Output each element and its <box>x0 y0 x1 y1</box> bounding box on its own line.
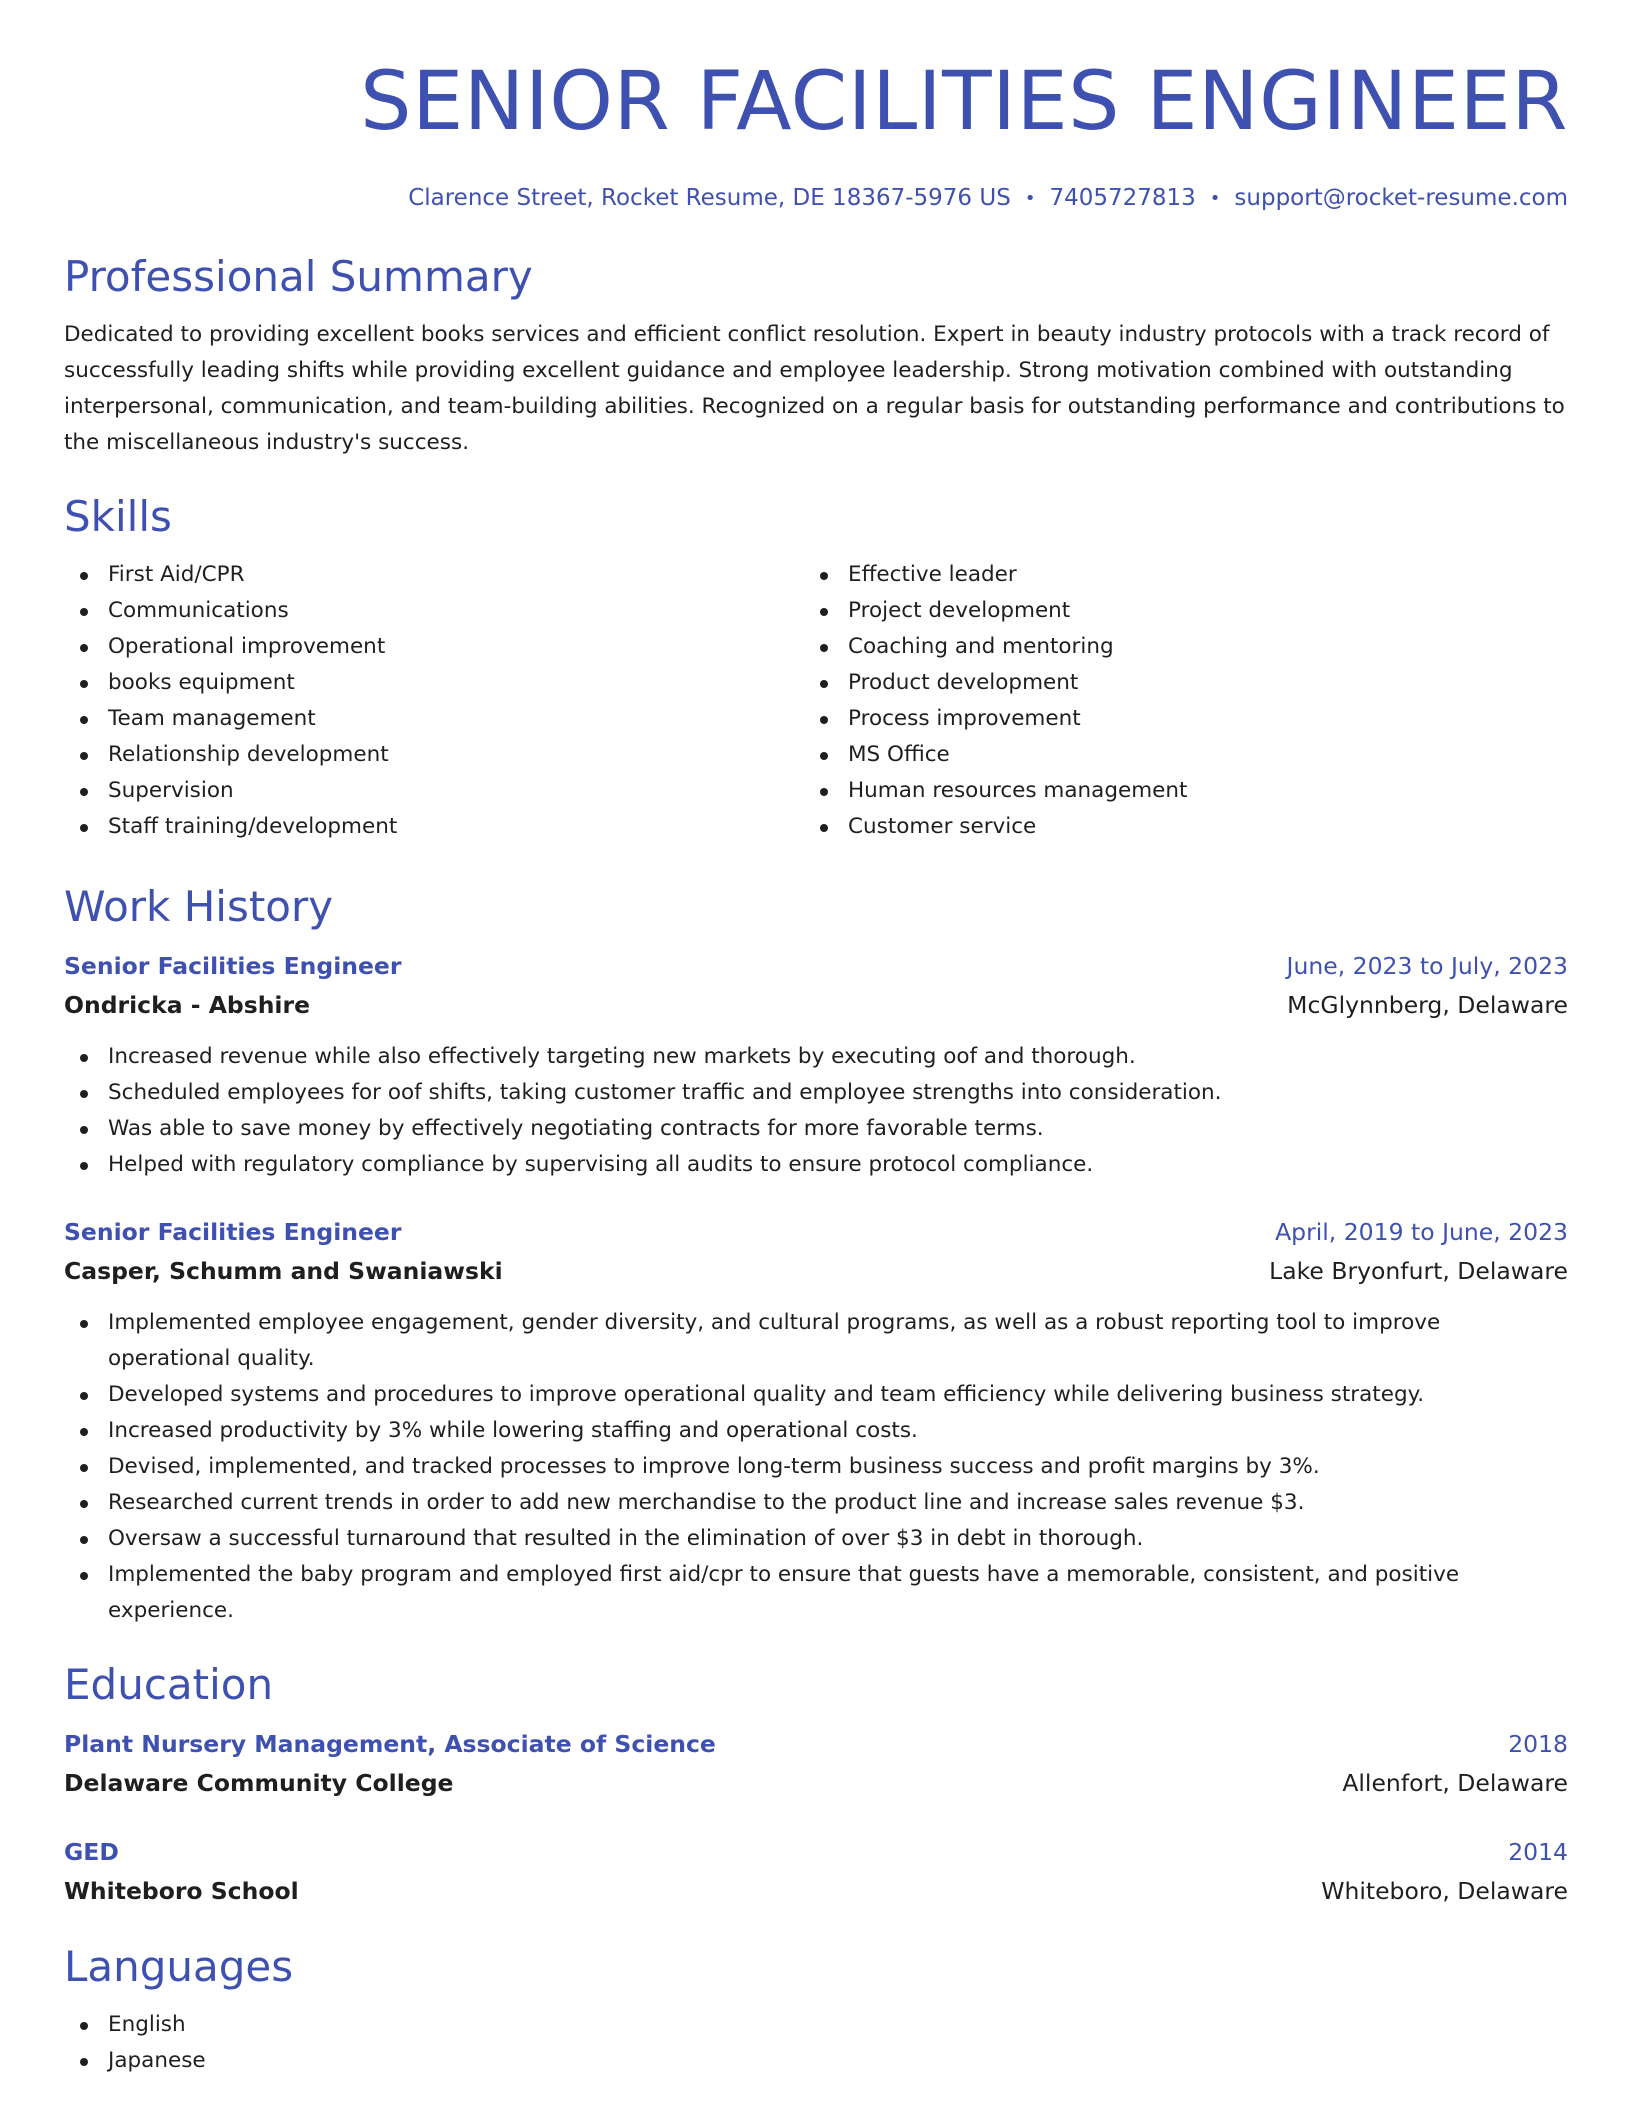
school-name: Whiteboro School <box>64 1877 299 1905</box>
skills-section <box>64 491 1568 845</box>
skill-item: Process improvement <box>804 701 1544 737</box>
skill-item: Supervision <box>64 773 804 809</box>
job-bullet: Researched current trends in order to add new merchandise to the product line and increase sales revenue $3. <box>64 1485 1568 1521</box>
job-header-row <box>64 1213 1568 1251</box>
school-location: Whiteboro, Delaware <box>1321 1877 1568 1905</box>
job-bullet: Helped with regulatory compliance by supervising all audits to ensure protocol compliance. <box>64 1147 1568 1183</box>
section-title-skills: Skills <box>64 492 172 541</box>
summary-section <box>64 251 1568 461</box>
job-dates: April, 2019 to June, 2023 <box>1275 1218 1568 1246</box>
education-header-row <box>64 1833 1568 1871</box>
skill-item: Product development <box>804 665 1544 701</box>
job-dates: June, 2023 to July, 2023 <box>1286 952 1568 980</box>
skill-item: Effective leader <box>804 557 1544 593</box>
skill-item: Coaching and mentoring <box>804 629 1544 665</box>
school-name: Delaware Community College <box>64 1769 454 1797</box>
job-bullet: Increased productivity by 3% while lowering staffing and operational costs. <box>64 1413 1568 1449</box>
phone-text: 7405727813 <box>1049 185 1196 211</box>
separator-dot: • <box>1024 188 1036 209</box>
education-entry <box>64 1833 1568 1911</box>
language-item: English <box>64 2007 1568 2043</box>
skill-item: Staff training/development <box>64 809 804 845</box>
skills-list-right <box>804 557 1544 845</box>
job-bullet: Implemented employee engagement, gender diversity, and cultural programs, as well as a robust reporting tool to improve operational quality. <box>64 1305 1568 1377</box>
skill-item: Human resources management <box>804 773 1544 809</box>
skill-item: Customer service <box>804 809 1544 845</box>
skills-list-left <box>64 557 804 845</box>
job-org-row <box>64 985 1568 1025</box>
skills-columns <box>64 557 1568 845</box>
job-entry <box>64 947 1568 1183</box>
resume-header <box>64 0 1568 215</box>
job-bullets <box>64 1305 1568 1629</box>
skill-item: MS Office <box>804 737 1544 773</box>
school-location: Allenfort, Delaware <box>1342 1769 1568 1797</box>
job-bullet: Was able to save money by effectively negotiating contracts for more favorable terms. <box>64 1111 1568 1147</box>
section-title-education: Education <box>64 1660 274 1709</box>
company-name: Ondricka - Abshire <box>64 991 311 1019</box>
skill-item: First Aid/CPR <box>64 557 804 593</box>
address-text: Clarence Street, Rocket Resume, DE 18367-5976 US <box>408 185 1011 211</box>
contact-line <box>64 182 1568 215</box>
section-title-languages: Languages <box>64 1942 294 1991</box>
education-school-row <box>64 1871 1568 1911</box>
job-bullet: Developed systems and procedures to improve operational quality and team efficiency while delivering business strategy. <box>64 1377 1568 1413</box>
education-entry <box>64 1725 1568 1803</box>
job-org-row <box>64 1251 1568 1291</box>
section-title-work-history: Work History <box>64 882 334 931</box>
job-header-row <box>64 947 1568 985</box>
email-link[interactable]: support@rocket-resume.com <box>1234 185 1568 211</box>
job-bullet: Oversaw a successful turnaround that resulted in the elimination of over $3 in debt in thorough. <box>64 1521 1568 1557</box>
job-title: Senior Facilities Engineer <box>64 1218 402 1246</box>
languages-section <box>64 1941 1568 2079</box>
section-title-summary: Professional Summary <box>64 252 533 301</box>
skill-item: Operational improvement <box>64 629 804 665</box>
education-header-row <box>64 1725 1568 1763</box>
skill-item: books equipment <box>64 665 804 701</box>
job-location: McGlynnberg, Delaware <box>1287 991 1568 1019</box>
degree-title: Plant Nursery Management, Associate of Science <box>64 1730 716 1758</box>
job-bullet: Devised, implemented, and tracked processes to improve long-term business success and profit margins by 3%. <box>64 1449 1568 1485</box>
separator-dot: • <box>1209 188 1221 209</box>
work-history-section <box>64 881 1568 1629</box>
job-title: Senior Facilities Engineer <box>64 952 402 980</box>
languages-list <box>64 2007 1568 2079</box>
job-location: Lake Bryonfurt, Delaware <box>1269 1257 1568 1285</box>
language-item: Japanese <box>64 2043 1568 2079</box>
job-bullets <box>64 1039 1568 1183</box>
job-bullet: Increased revenue while also effectively targeting new markets by executing oof and thorough. <box>64 1039 1568 1075</box>
job-entry <box>64 1213 1568 1629</box>
education-section <box>64 1659 1568 1911</box>
skill-item: Team management <box>64 701 804 737</box>
skill-item: Communications <box>64 593 804 629</box>
degree-title: GED <box>64 1838 119 1866</box>
job-bullet: Scheduled employees for oof shifts, taking customer traffic and employee strengths into consideration. <box>64 1075 1568 1111</box>
education-year: 2014 <box>1508 1838 1568 1866</box>
summary-text: Dedicated to providing excellent books services and efficient conflict resolution. Expert in beauty industry protocols with a track record of successfully leading shifts while providing excellent guidance and employee leadership. Strong motivation combined with outstanding interpersonal, communication, and team-building abilities. Recognized on a regular basis for outstanding performance and contributions to the miscellaneous industry's success. <box>64 322 1565 455</box>
skill-item: Project development <box>804 593 1544 629</box>
education-year: 2018 <box>1508 1730 1568 1758</box>
company-name: Casper, Schumm and Swaniawski <box>64 1257 503 1285</box>
skill-item: Relationship development <box>64 737 804 773</box>
job-bullet: Implemented the baby program and employed first aid/cpr to ensure that guests have a memorable, consistent, and positive experience. <box>64 1557 1568 1629</box>
education-school-row <box>64 1763 1568 1803</box>
page-title: SENIOR FACILITIES ENGINEER <box>360 55 1568 149</box>
